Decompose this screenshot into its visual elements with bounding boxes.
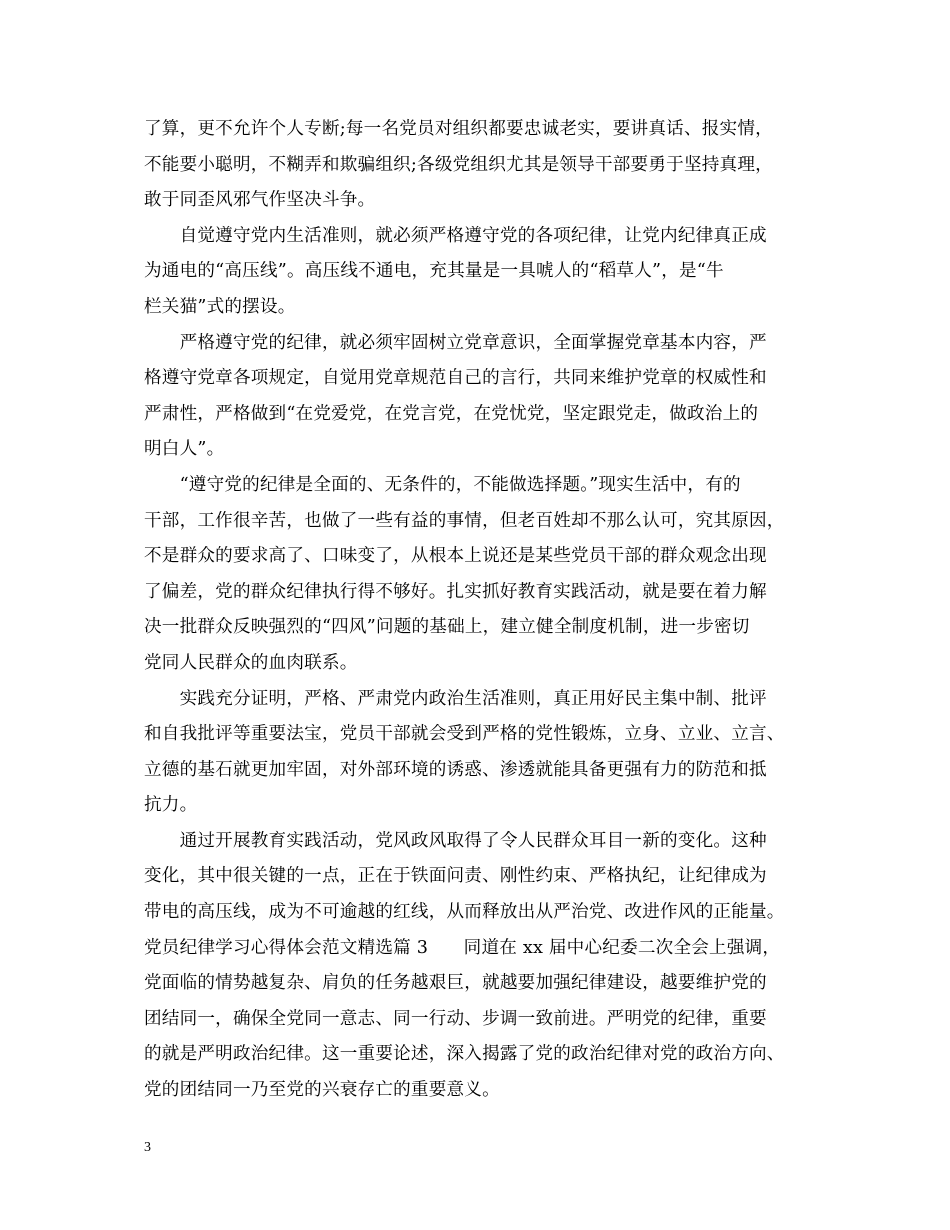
text-line: 变化，其中很关键的一点，正在于铁面问责、刚性约束、严格执纪，让纪律成为 (144, 866, 767, 887)
text-line: 敢于同歪风邪气作坚决斗争。 (144, 190, 376, 211)
text-line: 了偏差，党的群众纪律执行得不够好。扎实抓好教育实践活动，就是要在着力解 (144, 581, 767, 602)
text-line: 栏关猫”式的摆设。 (144, 296, 296, 317)
text-line: 党员纪律学习心得体会范文精选篇 3 同道在 xx 届中心纪委二次全会上强调， (144, 937, 781, 958)
text-line: 不能要小聪明，不糊弄和欺骗组织;各级党组织尤其是领导干部要勇于坚持真理， (144, 154, 773, 175)
text-line: 实践充分证明，严格、严肃党内政治生活准则，真正用好民主集中制、批评 (144, 688, 767, 709)
text-line: 团结同一，确保全党同一意志、同一行动、步调一致前进。严明党的纪律，重要 (144, 1008, 767, 1029)
text-line: 严格遵守党的纪律，就必须牢固树立党章意识，全面掌握党章基本内容，严 (144, 332, 767, 353)
page-number: 3 (144, 1140, 151, 1155)
text-line: “遵守党的纪律是全面的、无条件的，不能做选择题。”现实生活中，有的 (144, 474, 741, 495)
text-line: 抗力。 (144, 795, 198, 816)
text-line: 立德的基石就更加牢固，对外部环境的诱惑、渗透就能具备更强有力的防范和抵 (144, 759, 767, 780)
text-line: 党的团结同一乃至党的兴衰存亡的重要意义。 (144, 1080, 500, 1101)
text-line: 严肃性，严格做到“在党爱党，在党言党，在党忧党，坚定跟党走，做政治上的 (144, 403, 759, 424)
text-line: 党同人民群众的血肉联系。 (144, 652, 358, 673)
text-line: 决一批群众反映强烈的“四风”问题的基础上，建立健全制度机制，进一步密切 (144, 617, 750, 638)
text-line: 的就是严明政治纪律。这一重要论述，深入揭露了党的政治纪律对党的政治方向、 (144, 1044, 785, 1065)
text-line: 自觉遵守党内生活准则，就必须严格遵守党的各项纪律，让党内纪律真正成 (144, 225, 767, 246)
text-line: 干部，工作很辛苦，也做了一些有益的事情，但老百姓却不那么认可，究其原因， (144, 510, 785, 531)
text-line: 不是群众的要求高了、口味变了，从根本上说还是某些党员干部的群众观念出现 (144, 546, 767, 567)
text-line: 格遵守党章各项规定，自觉用党章规范自己的言行，共同来维护党章的权威性和 (144, 368, 767, 389)
text-line: 了算，更不允许个人专断;每一名党员对组织都要忠诚老实，要讲真话、报实情， (144, 119, 773, 139)
text-line: 党面临的情势越复杂、肩负的任务越艰巨，就越要加强纪律建设，越要维护党的 (144, 973, 767, 994)
body-text (144, 112, 812, 1109)
text-line: 带电的高压线，成为不可逾越的红线，从而释放出从严治党、改进作风的正能量。 (144, 902, 785, 923)
text-line: 和自我批评等重要法宝，党员干部就会受到严格的党性锻炼，立身、立业、立言、 (144, 724, 785, 745)
text-line: 通过开展教育实践活动，党风政风取得了令人民群众耳目一新的变化。这种 (144, 830, 767, 851)
text-line: 为通电的“高压线”。高压线不通电，充其量是一具唬人的“稻草人”，是“牛 (144, 261, 724, 282)
text-line: 明白人”。 (144, 439, 225, 460)
